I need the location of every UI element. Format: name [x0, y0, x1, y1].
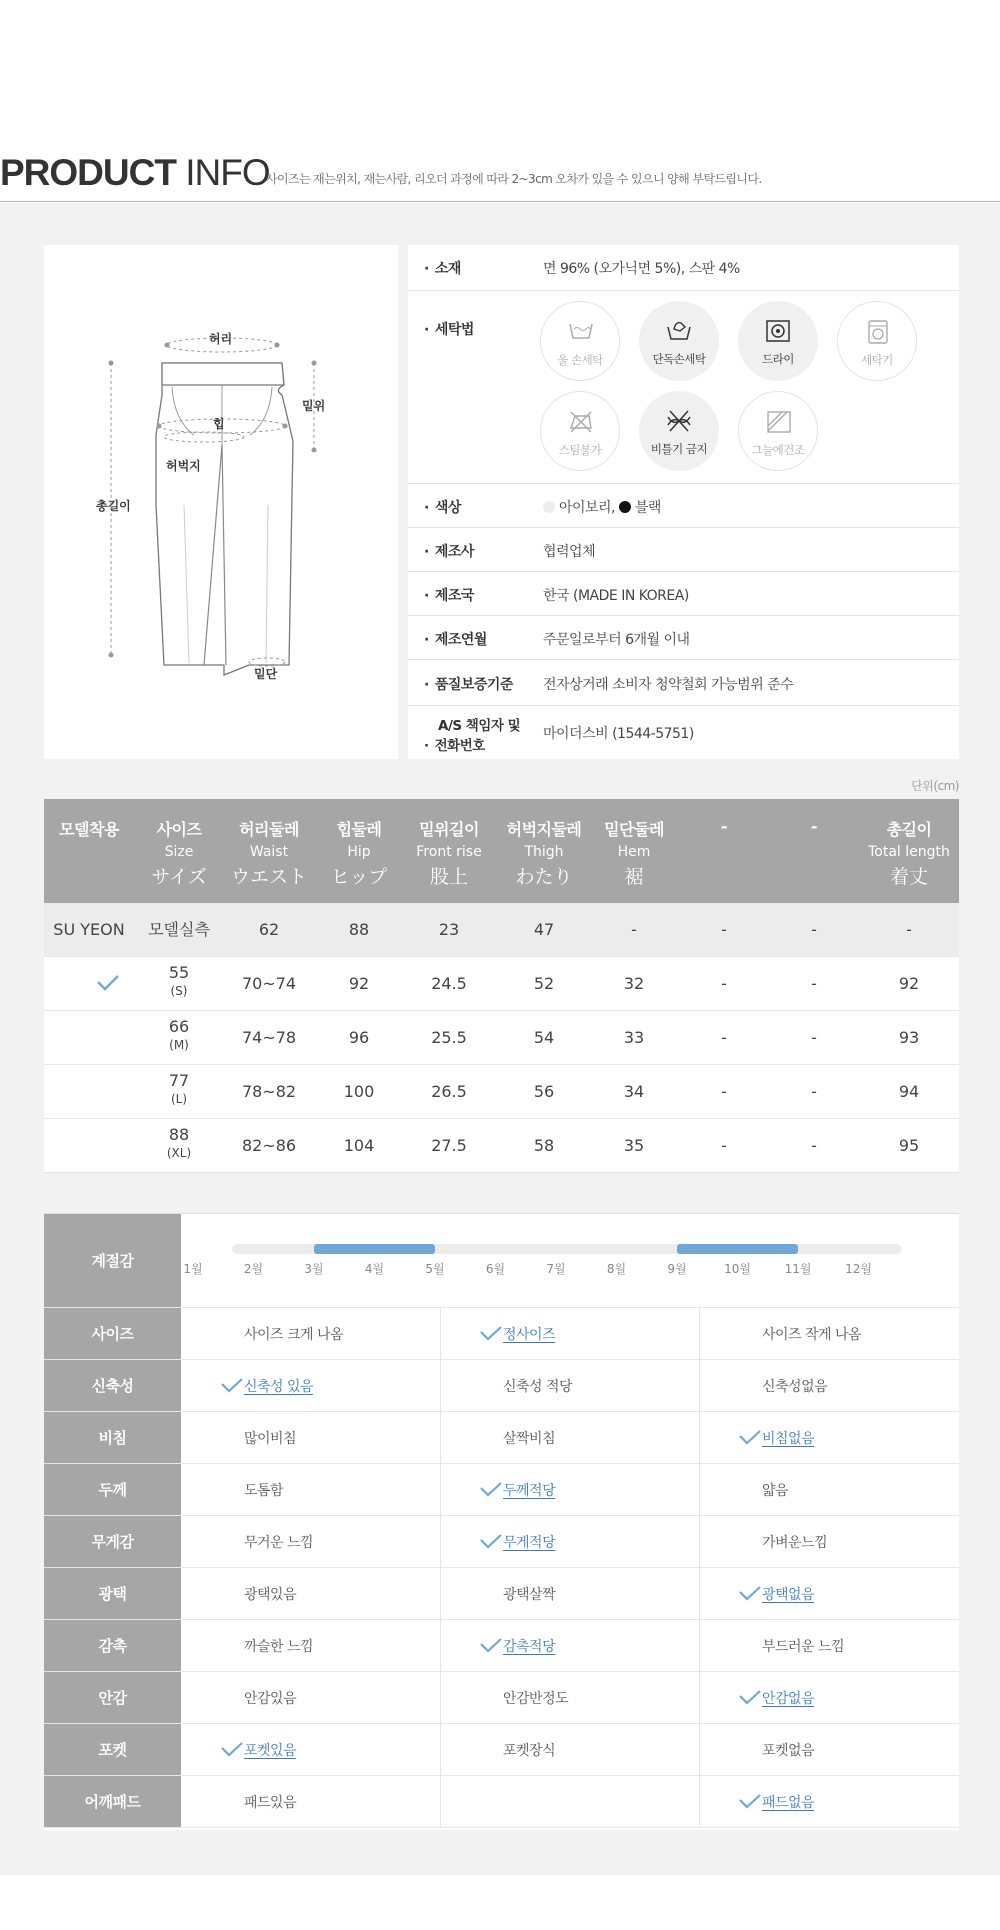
attribute-option — [181, 1568, 440, 1619]
maker-value: 협력업체 — [543, 544, 596, 560]
attribute-label: 두께 — [44, 1464, 181, 1515]
label-rise: 밑위 — [302, 399, 326, 413]
size-header-ko: 모델착용 — [59, 820, 119, 839]
size-row — [44, 1011, 959, 1065]
attribute-option — [699, 1672, 959, 1723]
size-header-en: Size — [164, 844, 194, 860]
size-value-cell: - — [721, 974, 727, 993]
attribute-option — [440, 1516, 699, 1567]
attribute-option — [699, 1308, 959, 1359]
size-number: 55 — [168, 963, 190, 982]
label-waist: 허리 — [209, 332, 233, 346]
color-ivory: 아이보리, — [558, 500, 615, 516]
attribute-option — [181, 1672, 440, 1723]
selected-check-icon — [480, 1534, 502, 1553]
color-label: · 색상 — [424, 497, 461, 517]
size-value-cell: 54 — [533, 1028, 555, 1047]
quality-value: 전자상거래 소비자 청약철회 가능범위 준수 — [543, 677, 794, 693]
size-header-col — [589, 799, 679, 903]
attribute-option-text: 신축성 있음 — [244, 1379, 314, 1395]
size-header-en: Hip — [347, 844, 371, 860]
size-value-cell: 70~74 — [241, 974, 297, 993]
size-header-en: Thigh — [524, 844, 564, 860]
month-label: 11월 — [784, 1262, 812, 1276]
attribute-option-text: 패드없음 — [762, 1795, 815, 1811]
size-header-ko: 사이즈 — [156, 820, 202, 839]
season-label: 계절감 — [44, 1214, 181, 1307]
size-value-cell: 27.5 — [431, 1136, 467, 1155]
size-header-col — [404, 799, 494, 903]
attribute-row — [44, 1308, 959, 1360]
column-divider — [440, 1724, 441, 1775]
attribute-option-text: 광택있음 — [244, 1587, 297, 1603]
column-divider — [440, 1464, 441, 1515]
size-header-col — [499, 799, 589, 903]
size-number: 88 — [168, 1125, 190, 1144]
info-row-date — [408, 616, 959, 660]
info-row-wash — [408, 291, 959, 484]
attribute-option-text: 정사이즈 — [503, 1327, 556, 1343]
country-value: 한국 (MADE IN KOREA) — [543, 588, 689, 604]
month-label: 12월 — [845, 1262, 872, 1276]
attribute-option-text: 안감없음 — [762, 1691, 815, 1707]
ivory-swatch — [543, 501, 555, 513]
attribute-label: 감촉 — [44, 1620, 181, 1671]
attribute-option — [699, 1464, 959, 1515]
size-value-cell: - — [721, 1028, 727, 1047]
attribute-option-text: 부드러운 느낌 — [762, 1639, 845, 1655]
column-divider — [440, 1516, 441, 1567]
size-code: (S) — [170, 984, 188, 998]
attribute-label: 어깨패드 — [44, 1776, 181, 1827]
attribute-option — [440, 1568, 699, 1619]
attribute-option — [440, 1776, 699, 1827]
model-cell: 47 — [533, 920, 555, 939]
size-header-ko: 밑위길이 — [419, 820, 479, 839]
month-label: 9월 — [667, 1262, 687, 1276]
attribute-table — [44, 1213, 959, 1830]
attribute-option-text: 사이즈 크게 나옴 — [244, 1327, 344, 1343]
size-header-en: Front rise — [416, 844, 482, 860]
attribute-option — [699, 1724, 959, 1775]
date-value: 주문일로부터 6개월 이내 — [543, 632, 690, 648]
model-size-check-icon — [96, 974, 120, 996]
column-divider — [699, 1776, 700, 1827]
attribute-label: 무게감 — [44, 1516, 181, 1567]
attribute-option — [181, 1516, 440, 1567]
attribute-label: 신축성 — [44, 1360, 181, 1411]
size-value-cell: 34 — [623, 1082, 645, 1101]
size-value-cell: 56 — [533, 1082, 555, 1101]
selected-check-icon — [480, 1482, 502, 1501]
column-divider — [440, 1620, 441, 1671]
attribute-option — [440, 1724, 699, 1775]
attribute-option-text: 무게적당 — [503, 1535, 556, 1551]
attribute-option — [181, 1724, 440, 1775]
attribute-label: 광택 — [44, 1568, 181, 1619]
column-divider — [699, 1360, 700, 1411]
column-divider — [699, 1516, 700, 1567]
attribute-option-text: 안감있음 — [244, 1691, 297, 1707]
info-row-country — [408, 572, 959, 616]
model-cell: 88 — [348, 920, 370, 939]
column-divider — [699, 1620, 700, 1671]
month-label: 2월 — [243, 1262, 264, 1276]
attribute-option — [440, 1464, 699, 1515]
size-header-col — [769, 799, 859, 903]
size-header-jp: わたり — [515, 866, 573, 888]
pants-diagram — [44, 245, 398, 759]
page-header — [0, 150, 1000, 202]
attribute-option — [440, 1620, 699, 1671]
month-label: 4월 — [364, 1262, 385, 1276]
attribute-label: 안감 — [44, 1672, 181, 1723]
column-divider — [699, 1412, 700, 1463]
page-title — [0, 150, 270, 196]
model-cell: - — [631, 920, 637, 939]
attribute-option-text: 포켓있음 — [244, 1743, 297, 1759]
size-value-cell: - — [811, 974, 817, 993]
attribute-option — [699, 1568, 959, 1619]
black-swatch — [619, 501, 631, 513]
wool-handwash-icon: 울 손세탁 — [540, 301, 620, 381]
size-table-header — [44, 799, 959, 903]
size-value-cell: 100 — [343, 1082, 375, 1101]
month-label: 5월 — [425, 1262, 445, 1276]
size-value-cell: 78~82 — [241, 1082, 297, 1101]
size-number: 77 — [168, 1071, 190, 1090]
as-label: A/S 책임자 및 · 전화번호 — [424, 718, 521, 754]
column-divider — [699, 1672, 700, 1723]
size-number: 66 — [168, 1017, 190, 1036]
size-header-en: Waist — [249, 844, 289, 860]
size-header-en: Total length — [868, 844, 950, 860]
column-divider — [699, 1724, 700, 1775]
attribute-option — [181, 1620, 440, 1671]
attribute-option — [440, 1308, 699, 1359]
material-value: 면 96% (오가닉면 5%), 스판 4% — [543, 261, 740, 277]
attribute-option-text: 포켓장식 — [503, 1743, 556, 1759]
size-cell — [134, 1065, 224, 1119]
info-row-material — [408, 245, 959, 291]
attribute-row — [44, 1464, 959, 1516]
selected-check-icon — [480, 1326, 502, 1345]
size-code: (XL) — [166, 1146, 192, 1160]
title-light: INFO — [185, 152, 270, 193]
attribute-option-text: 광택살짝 — [503, 1587, 556, 1603]
date-label: · 제조연월 — [424, 629, 487, 649]
washing-machine-icon: 세탁기 — [837, 301, 917, 381]
size-header-col — [314, 799, 404, 903]
attribute-option — [181, 1360, 440, 1411]
selected-check-icon — [739, 1690, 761, 1709]
model-cell: - — [906, 920, 912, 939]
month-label: 10월 — [724, 1262, 751, 1276]
attribute-option — [181, 1412, 440, 1463]
size-value-cell: 74~78 — [241, 1028, 297, 1047]
month-label: 6월 — [485, 1262, 506, 1276]
column-divider — [699, 1308, 700, 1359]
size-header-jp: サイズ — [151, 866, 207, 888]
size-value-cell: 25.5 — [431, 1028, 467, 1047]
size-value-cell: 26.5 — [431, 1082, 467, 1101]
attribute-option-text: 두께적당 — [503, 1483, 556, 1499]
unit-label: 단위(cm) — [911, 779, 959, 793]
attribute-option — [699, 1516, 959, 1567]
column-divider — [440, 1776, 441, 1827]
attribute-option-text: 살짝비침 — [503, 1431, 556, 1447]
month-label: 3월 — [304, 1262, 324, 1276]
size-header-ko: 밑단둘레 — [604, 820, 664, 839]
attribute-option-text: 도톰함 — [244, 1483, 284, 1499]
size-value-cell: 58 — [533, 1136, 555, 1155]
selected-check-icon — [221, 1742, 243, 1761]
color-black: 블랙 — [634, 500, 661, 516]
label-length: 총길이 — [96, 499, 131, 513]
model-cell: SU YEON — [53, 920, 125, 939]
attribute-row — [44, 1672, 959, 1724]
size-value-cell: 35 — [623, 1136, 645, 1155]
column-divider — [440, 1568, 441, 1619]
attribute-option — [181, 1464, 440, 1515]
attribute-option-text: 감촉적당 — [503, 1639, 556, 1655]
column-divider — [440, 1672, 441, 1723]
size-header-ko: 총길이 — [886, 820, 932, 839]
size-row — [44, 957, 959, 1011]
size-header-col — [224, 799, 314, 903]
month-label: 1월 — [183, 1262, 203, 1276]
column-divider — [699, 1568, 700, 1619]
shade-dry-icon: 그늘에건조 — [738, 391, 818, 471]
season-range-bar — [314, 1244, 435, 1254]
attribute-option-text: 무거운 느낌 — [244, 1535, 314, 1551]
attribute-label: 사이즈 — [44, 1308, 181, 1359]
attribute-label: 비침 — [44, 1412, 181, 1463]
wash-label: · 세탁법 — [424, 319, 474, 339]
attribute-row — [44, 1360, 959, 1412]
attribute-option-text: 가벼운느낌 — [762, 1535, 828, 1551]
selected-check-icon — [739, 1586, 761, 1605]
size-value-cell: 104 — [343, 1136, 375, 1155]
model-cell: - — [721, 920, 727, 939]
attribute-option — [440, 1672, 699, 1723]
info-row-quality — [408, 660, 959, 706]
size-code: (M) — [169, 1038, 189, 1052]
selected-check-icon — [221, 1378, 243, 1397]
attribute-option — [440, 1412, 699, 1463]
info-row-color — [408, 484, 959, 528]
no-steam-icon: 스팀불가 — [540, 391, 620, 471]
selected-check-icon — [480, 1638, 502, 1657]
size-value-cell: - — [721, 1082, 727, 1101]
size-row — [44, 1119, 959, 1173]
model-cell: - — [811, 920, 817, 939]
attribute-option-text: 신축성 적당 — [503, 1379, 573, 1395]
size-value-cell: 33 — [623, 1028, 645, 1047]
size-header-jp: 着丈 — [889, 866, 928, 888]
label-thigh: 허벅지 — [166, 459, 201, 473]
attribute-row — [44, 1724, 959, 1776]
attribute-option — [699, 1360, 959, 1411]
no-wring-icon: 비틀기 금지 — [639, 391, 719, 471]
size-header-jp: 裾 — [624, 866, 644, 888]
month-label: 8월 — [606, 1262, 627, 1276]
model-cell: 모델실측 — [148, 920, 210, 939]
column-divider — [440, 1308, 441, 1359]
model-cell: 23 — [438, 920, 460, 939]
country-label: · 제조국 — [424, 585, 474, 605]
season-range-bar — [677, 1244, 798, 1254]
size-cell — [134, 1119, 224, 1173]
title-bold: PRODUCT — [0, 152, 176, 193]
column-divider — [440, 1412, 441, 1463]
column-divider — [440, 1360, 441, 1411]
attribute-row — [44, 1620, 959, 1672]
attribute-option-text: 사이즈 작게 나옴 — [762, 1327, 862, 1343]
attribute-option-text: 포켓없음 — [762, 1743, 815, 1759]
separate-handwash-icon: 단독손세탁 — [639, 301, 719, 381]
attribute-option-text: 얇음 — [762, 1483, 789, 1499]
size-header-jp: 股上 — [429, 866, 468, 888]
size-row — [44, 1065, 959, 1119]
size-value-cell: 32 — [623, 974, 645, 993]
info-row-maker — [408, 528, 959, 572]
info-row-as — [408, 706, 959, 759]
attribute-option-text: 안감반정도 — [503, 1691, 569, 1707]
size-header-col — [44, 799, 134, 903]
attribute-row — [44, 1568, 959, 1620]
size-header-ko: 허벅지둘레 — [506, 820, 582, 839]
material-label: · 소재 — [424, 258, 461, 278]
attribute-label: 포켓 — [44, 1724, 181, 1775]
size-header-ko: 힙둘레 — [336, 820, 382, 839]
model-row — [44, 903, 959, 957]
size-value-cell: - — [721, 1136, 727, 1155]
maker-label: · 제조사 — [424, 541, 474, 561]
attribute-option — [699, 1412, 959, 1463]
size-value-cell: - — [811, 1028, 817, 1047]
attribute-option — [699, 1776, 959, 1827]
attribute-option — [699, 1620, 959, 1671]
size-value-cell: 94 — [898, 1082, 920, 1101]
attribute-option — [440, 1360, 699, 1411]
product-info-table — [408, 245, 959, 759]
size-header-col — [679, 799, 769, 903]
model-cell: 62 — [258, 920, 280, 939]
label-hip: 힙 — [213, 417, 225, 431]
size-header-ko: 허리둘레 — [239, 820, 299, 839]
size-cell — [134, 1011, 224, 1065]
size-header-col — [859, 799, 959, 903]
label-hem: 밑단 — [254, 667, 278, 681]
size-value-cell: - — [811, 1136, 817, 1155]
as-value: 마이더스비 (1544-5751) — [543, 726, 694, 742]
size-value-cell: - — [811, 1082, 817, 1101]
size-cell — [134, 957, 224, 1011]
attribute-row — [44, 1412, 959, 1464]
selected-check-icon — [739, 1794, 761, 1813]
dry-clean-icon: 드라이 — [738, 301, 818, 381]
attribute-option — [181, 1776, 440, 1827]
attribute-option-text: 비침없음 — [762, 1431, 815, 1447]
size-value-cell: 24.5 — [431, 974, 467, 993]
size-value-cell: 92 — [348, 974, 370, 993]
season-row — [44, 1214, 959, 1308]
attribute-option-text: 신축성없음 — [762, 1379, 828, 1395]
size-header-jp: ウエスト — [230, 866, 307, 888]
size-notice: 사이즈는 재는위치, 재는사람, 리오더 과정에 따라 2~3cm 오차가 있을 수 있으니 양해 부탁드립니다. — [266, 172, 762, 186]
size-header-jp: ヒップ — [330, 866, 388, 888]
attribute-option — [181, 1308, 440, 1359]
attribute-row — [44, 1776, 959, 1828]
attribute-option-text: 패드있음 — [244, 1795, 297, 1811]
size-value-cell: 95 — [898, 1136, 920, 1155]
size-header-ko: - — [810, 817, 818, 836]
size-header-ko: - — [720, 817, 728, 836]
size-code: (L) — [170, 1092, 188, 1106]
attribute-option-text: 까슬한 느낌 — [244, 1639, 314, 1655]
size-value-cell: 93 — [898, 1028, 920, 1047]
column-divider — [699, 1464, 700, 1515]
size-value-cell: 92 — [898, 974, 920, 993]
size-value-cell: 52 — [533, 974, 555, 993]
selected-check-icon — [739, 1430, 761, 1449]
size-value-cell: 82~86 — [241, 1136, 297, 1155]
size-value-cell: 96 — [348, 1028, 370, 1047]
color-value — [543, 497, 661, 517]
quality-label: · 품질보증기준 — [424, 674, 513, 694]
month-label: 7월 — [546, 1262, 566, 1276]
size-header-col — [134, 799, 224, 903]
attribute-option-text: 많이비침 — [244, 1431, 297, 1447]
size-header-en: Hem — [617, 844, 651, 860]
attribute-row — [44, 1516, 959, 1568]
attribute-option-text: 광택없음 — [762, 1587, 815, 1603]
